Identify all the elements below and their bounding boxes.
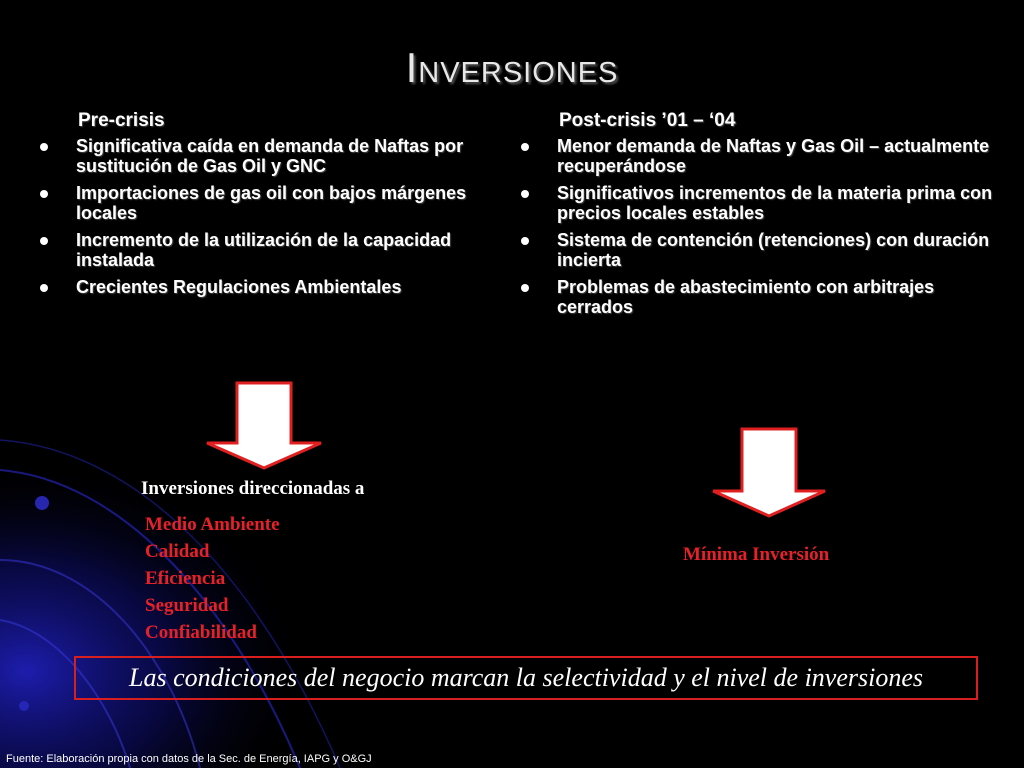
list-item-text: Significativos incrementos de la materia prima con precios locales estables (557, 183, 993, 223)
list-item-text: Incremento de la utilización de la capacidad instalada (76, 230, 452, 270)
list-item (36, 277, 506, 297)
bullet-icon (40, 143, 48, 151)
list-item: Eficiencia (145, 568, 226, 589)
investment-targets-list (145, 511, 280, 646)
source-footnote: Fuente: Elaboración propia con datos de la Sec. de Energía, IAPG y O&GJ (6, 753, 372, 765)
bullet-icon (40, 190, 48, 198)
list-item-text: Significativa caída en demanda de Naftas por sustitución de Gas Oil y GNC (76, 136, 464, 176)
pre-crisis-heading: Pre-crisis (78, 110, 165, 131)
bullet-icon (521, 237, 529, 245)
list-item (36, 230, 506, 270)
pre-crisis-column (36, 110, 506, 304)
list-item-text: Importaciones de gas oil con bajos márgenes locales (76, 183, 467, 223)
bullet-icon (521, 143, 529, 151)
list-item-text: Crecientes Regulaciones Ambientales (76, 277, 402, 297)
minimum-investment-label: Mínima Inversión (683, 544, 830, 565)
list-item: Medio Ambiente (145, 514, 280, 535)
list-item (517, 183, 997, 223)
bullet-icon (521, 284, 529, 292)
list-item: Calidad (145, 541, 210, 562)
bullet-icon (521, 190, 529, 198)
page-title: Inversiones (405, 44, 619, 91)
post-crisis-heading: Post-crisis ’01 – ‘04 (559, 110, 736, 131)
list-item-text: Menor demanda de Naftas y Gas Oil – actualmente recuperándose (557, 136, 990, 176)
post-crisis-list (517, 136, 997, 317)
list-item (36, 136, 506, 176)
down-arrow-icon (203, 381, 325, 471)
list-item (36, 183, 506, 223)
list-item-text: Sistema de contención (retenciones) con duración incierta (557, 230, 990, 270)
list-item: Confiabilidad (145, 622, 257, 643)
list-item (517, 277, 997, 317)
list-item (517, 136, 997, 176)
investments-label: Inversiones direccionadas a (141, 478, 365, 499)
conclusion-box: Las condiciones del negocio marcan la selectividad y el nivel de inversiones (74, 656, 978, 700)
bullet-icon (40, 284, 48, 292)
pre-crisis-list (36, 136, 506, 297)
post-crisis-column (517, 110, 997, 324)
down-arrow-icon (709, 427, 829, 519)
list-item: Seguridad (145, 595, 229, 616)
list-item-text: Problemas de abastecimiento con arbitrajes cerrados (557, 277, 935, 317)
bullet-icon (40, 237, 48, 245)
list-item (517, 230, 997, 270)
